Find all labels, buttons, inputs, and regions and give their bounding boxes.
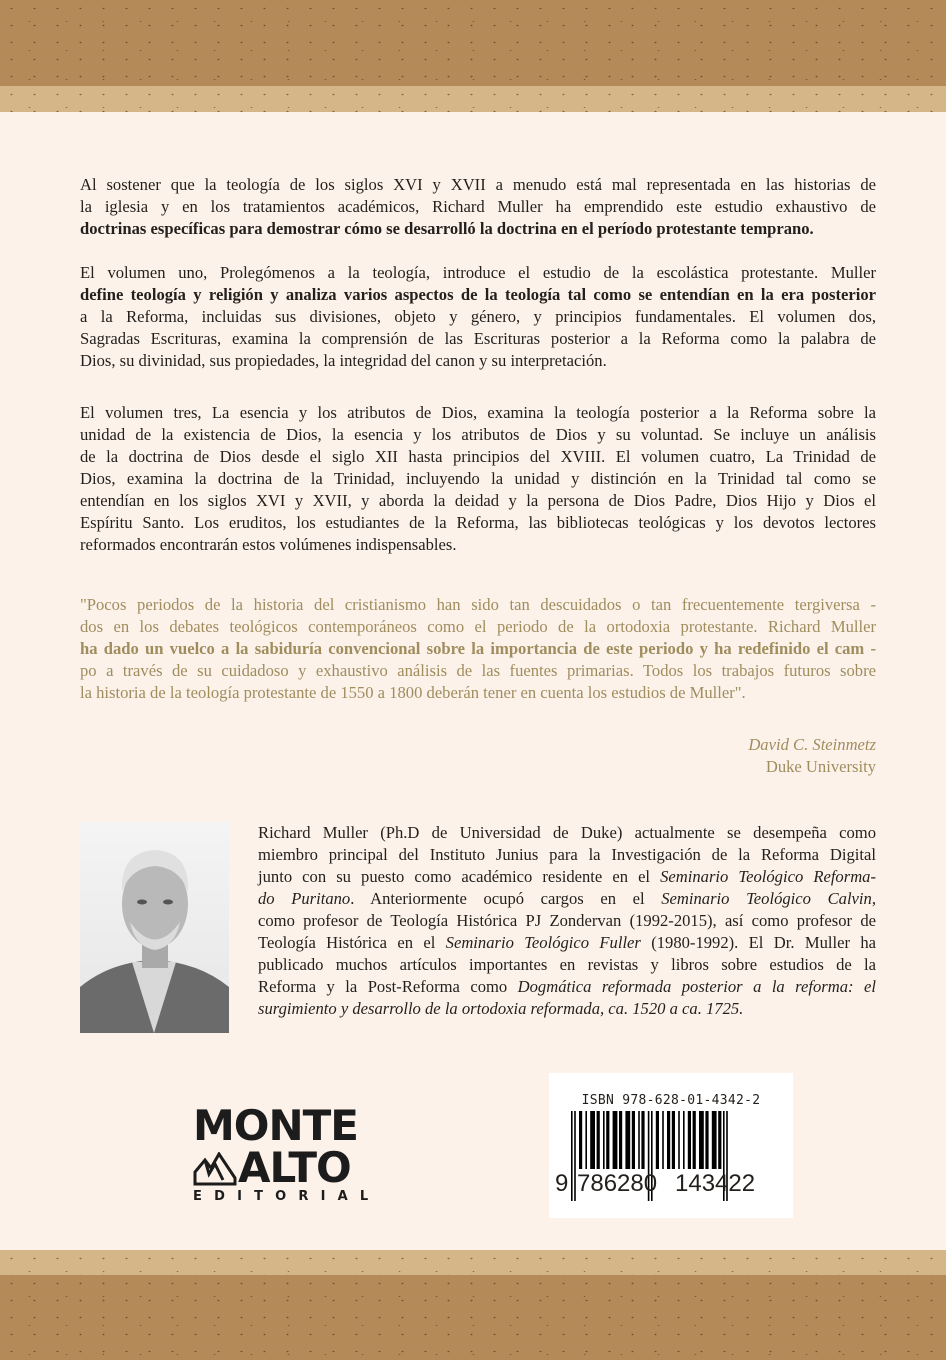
text-segment: , [871,889,876,908]
text-line [80,328,876,350]
text-line [80,660,876,682]
text-line [258,910,876,932]
text-line [80,196,876,218]
barcode-digits-right: 143422 [675,1170,756,1197]
text-segment: El volumen uno, Prolegómenos a la teología, introduce el estudio de la escolástica protestante. Muller [80,263,876,282]
text-segment: (1980-1992). El Dr. Muller ha [640,933,876,952]
text-line [80,638,876,660]
publisher-logo [193,1101,385,1204]
barcode-bar [638,1111,640,1169]
mountain-icon [193,1152,237,1186]
text-segment: Sagradas Escrituras, examina la comprensión de las Escrituras posterior a la Reforma como la palabra de [80,329,876,348]
top-band-light [0,86,946,112]
barcode-bar [585,1111,587,1169]
text-segment: miembro principal del Instituto Junius para la Investigación de la Reforma Digital [258,845,876,864]
barcode-bar [678,1111,680,1169]
text-segment: Al sostener que la teología de los siglos XVI y XVII a menudo está mal representada en las historias de [80,175,876,194]
text-segment: Reforma y la Post-Reforma como [258,977,518,996]
logo-line-alto: ALTO [238,1143,351,1192]
text-segment: . Anteriormente ocupó cargos en el [350,889,662,908]
text-segment: como profesor de Teología Histórica PJ Zondervan (1992-2015), así como profesor de [258,911,876,930]
text-segment: define teología y religión y analiza varios aspectos de la teología tal como se entendían en la era posterior [80,285,876,304]
text-segment: Richard Muller (Ph.D de Universidad de Duke) actualmente se desempeña como [258,823,876,842]
text-line [80,218,876,240]
barcode-bar [579,1111,582,1169]
text-line [80,594,876,616]
text-segment: Dios, examina la doctrina de la Trinidad, incluyendo la unidad y distinción en la Trinidad tal como se [80,469,876,488]
barcode-bar [718,1111,721,1169]
text-line [80,262,876,284]
barcode-bar [667,1111,670,1169]
text-segment: Dios, su divinidad, sus propiedades, la integridad del canon y su interpretación. [80,351,607,370]
paragraph-volumes-one-two [80,262,876,372]
barcode-digits-left: 786280 [577,1170,658,1197]
logo-line-editorial: EDITORIAL [193,1189,381,1204]
text-line [80,490,876,512]
barcode-bar [574,1111,576,1201]
text-segment: Espíritu Santo. Los eruditos, los estudiantes de la Reforma, las bibliotecas teológicas y los devotos lectores [80,513,876,532]
quote-author: David C. Steinmetz [748,735,876,754]
barcode-bar [705,1111,708,1169]
text-segment: Seminario Teológico Fuller [445,933,641,952]
barcode-bar [662,1111,664,1169]
text-line [80,424,876,446]
text-segment: la iglesia y en los tratamientos académicos, Richard Muller ha emprendido este estudio exhaustivo de [80,197,876,216]
paragraph-volumes-three-four [80,402,876,556]
quote-affiliation: Duke University [765,757,876,776]
text-line [80,682,876,704]
text-line [258,932,876,954]
text-segment: doctrinas específicas para demostrar cómo se desarrolló la doctrina en el período protestante temprano. [80,219,814,238]
text-segment: dos en los debates teológicos contemporáneos como el periodo de la ortodoxia protestante. Richard Muller [80,617,876,636]
barcode-bar [597,1111,600,1169]
barcode-bar [672,1111,675,1169]
barcode-bar [603,1111,605,1169]
author-bio [258,822,876,1020]
text-segment: "Pocos periodos de la historia del cristianismo han sido tan descuidados o tan frecuentemente tergiversa - [80,595,876,614]
text-segment: entendían en los siglos XVI y XVII, y aborda la deidad y la persona de Dios Padre, Dios Hijo y Dios el [80,491,876,510]
isbn-barcode [549,1073,793,1218]
text-line [80,468,876,490]
barcode-bar [641,1111,644,1169]
barcode-lead-digit: 9 [555,1170,569,1197]
text-segment: do Puritano [258,889,351,908]
barcode-bar [683,1111,685,1169]
barcode-bar [699,1111,704,1169]
barcode-bar [590,1111,595,1169]
text-segment: Dogmática reformada posterior a la reforma: el [517,977,876,996]
text-segment: ha dado un vuelco a la sabiduría convencional sobre la importancia de este periodo y ha redefinido el cam - [80,639,876,658]
barcode-bar [693,1111,696,1169]
text-segment: Seminario Teológico Reforma- [660,867,876,886]
text-segment: reformados encontrarán estos volúmenes indispensables. [80,535,457,554]
text-segment: surgimiento y desarrollo de la ortodoxia reformada, ca. 1520 a ca. 1725. [258,999,744,1018]
barcode-bar [571,1111,573,1201]
text-segment: junto con su puesto como académico residente en el [258,867,661,886]
text-segment: po a través de su cuidadoso y exhaustivo análisis de las fuentes primarias. Todos los trabajos futuros sobre [80,661,876,680]
text-line [258,822,876,844]
text-line [80,306,876,328]
barcode-bar [656,1111,659,1169]
text-segment: unidad de la existencia de Dios, la esencia y los atributos de Dios y su voluntad. Se incluye un análisis [80,425,876,444]
text-segment: Seminario Teológico Calvin [661,889,872,908]
text-line [80,402,876,424]
text-line [258,888,876,910]
author-photo [80,822,229,1033]
text-line [258,954,876,976]
barcode-bar [712,1111,717,1169]
text-line [80,446,876,468]
isbn-text: ISBN 978-628-01-4342-2 [581,1093,761,1108]
text-line [258,976,876,998]
barcode-bar [632,1111,635,1169]
text-line [80,512,876,534]
text-line [80,284,876,306]
barcode-bar [688,1111,691,1169]
barcode-bar [625,1111,630,1169]
text-segment: publicado muchos artículos importantes en revistas y libros sobre estudios de la [258,955,876,974]
text-line [258,998,876,1020]
text-line [80,534,876,556]
text-segment: Teología Histórica en el [258,933,446,952]
text-segment: a la Reforma, incluidas sus divisiones, objeto y género, y principios fundamentales. El volumen dos, [80,307,876,326]
text-segment: la historia de la teología protestante de 1550 a 1800 deberán tener en cuenta los estudios de Muller". [80,683,746,702]
text-segment: El volumen tres, La esencia y los atributos de Dios, examina la teología posterior a la Reforma sobre la [80,403,876,422]
text-line [80,350,876,372]
endorsement-quote [80,594,876,704]
barcode-bar [619,1111,622,1169]
text-line [80,174,876,196]
bottom-band-light [0,1250,946,1275]
bottom-band-dark [0,1275,946,1360]
top-band-dark [0,0,946,86]
paragraph-intro [80,174,876,240]
text-line [80,616,876,638]
text-segment: de la doctrina de Dios desde el siglo XII hasta principios del XVIII. El volumen cuatro, La Trinidad de [80,447,876,466]
text-line [258,866,876,888]
text-line [258,844,876,866]
barcode-bar [613,1111,618,1169]
logo-line-monte: MONTE [193,1101,358,1150]
barcode-bar [606,1111,609,1169]
